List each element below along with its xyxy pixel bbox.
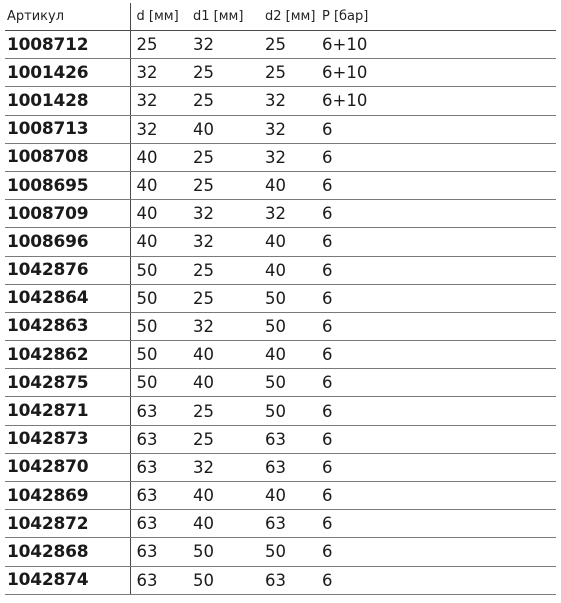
cell-d2: 50 xyxy=(265,369,322,397)
column-header-d2: d2 [мм] xyxy=(265,3,322,31)
cell-article: 1001426 xyxy=(5,59,130,87)
cell-pressure: 6 xyxy=(322,143,556,171)
cell-d: 40 xyxy=(130,228,193,256)
cell-pressure: 6 xyxy=(322,510,556,538)
table-row xyxy=(5,369,556,397)
table-row xyxy=(5,228,556,256)
cell-d1: 25 xyxy=(193,284,265,312)
table-row xyxy=(5,143,556,171)
column-header-pressure: P [бар] xyxy=(322,3,556,31)
cell-d2: 50 xyxy=(265,284,322,312)
cell-d: 63 xyxy=(130,510,193,538)
cell-article: 1008696 xyxy=(5,228,130,256)
cell-d2: 32 xyxy=(265,115,322,143)
cell-article: 1001428 xyxy=(5,87,130,115)
cell-d: 50 xyxy=(130,284,193,312)
cell-d: 63 xyxy=(130,397,193,425)
column-header-d: d [мм] xyxy=(130,3,193,31)
cell-pressure: 6 xyxy=(322,369,556,397)
product-spec-table xyxy=(5,3,556,595)
cell-d2: 40 xyxy=(265,341,322,369)
cell-article: 1008712 xyxy=(5,31,130,59)
cell-d: 63 xyxy=(130,538,193,566)
cell-pressure: 6 xyxy=(322,538,556,566)
cell-d: 63 xyxy=(130,453,193,481)
table-row xyxy=(5,31,556,59)
cell-article: 1042862 xyxy=(5,341,130,369)
cell-d2: 40 xyxy=(265,482,322,510)
cell-d2: 32 xyxy=(265,200,322,228)
cell-article: 1042875 xyxy=(5,369,130,397)
table-row xyxy=(5,341,556,369)
table-row xyxy=(5,425,556,453)
cell-d: 50 xyxy=(130,341,193,369)
table-row xyxy=(5,312,556,340)
cell-d2: 63 xyxy=(265,453,322,481)
cell-d: 32 xyxy=(130,115,193,143)
cell-article: 1008695 xyxy=(5,171,130,199)
cell-d1: 32 xyxy=(193,200,265,228)
cell-d2: 63 xyxy=(265,425,322,453)
cell-d1: 25 xyxy=(193,59,265,87)
cell-d2: 40 xyxy=(265,228,322,256)
header-row xyxy=(5,3,556,31)
cell-d1: 25 xyxy=(193,425,265,453)
cell-d1: 32 xyxy=(193,312,265,340)
cell-d1: 25 xyxy=(193,397,265,425)
cell-d1: 32 xyxy=(193,31,265,59)
cell-article: 1042876 xyxy=(5,256,130,284)
cell-pressure: 6 xyxy=(322,171,556,199)
cell-article: 1042870 xyxy=(5,453,130,481)
cell-article: 1042871 xyxy=(5,397,130,425)
cell-d: 25 xyxy=(130,31,193,59)
cell-pressure: 6 xyxy=(322,312,556,340)
cell-article: 1042864 xyxy=(5,284,130,312)
column-header-d1: d1 [мм] xyxy=(193,3,265,31)
cell-article: 1042874 xyxy=(5,566,130,594)
cell-pressure: 6 xyxy=(322,397,556,425)
cell-article: 1042872 xyxy=(5,510,130,538)
cell-pressure: 6 xyxy=(322,453,556,481)
cell-d: 63 xyxy=(130,425,193,453)
table-row xyxy=(5,453,556,481)
cell-d2: 32 xyxy=(265,87,322,115)
cell-d1: 32 xyxy=(193,228,265,256)
cell-d: 32 xyxy=(130,87,193,115)
table-row xyxy=(5,566,556,594)
cell-article: 1042863 xyxy=(5,312,130,340)
cell-d2: 25 xyxy=(265,59,322,87)
cell-d2: 63 xyxy=(265,566,322,594)
cell-article: 1042873 xyxy=(5,425,130,453)
cell-d: 50 xyxy=(130,312,193,340)
cell-pressure: 6 xyxy=(322,566,556,594)
cell-pressure: 6 xyxy=(322,425,556,453)
cell-d1: 50 xyxy=(193,566,265,594)
table-row xyxy=(5,510,556,538)
cell-pressure: 6+10 xyxy=(322,31,556,59)
cell-d2: 63 xyxy=(265,510,322,538)
cell-d: 50 xyxy=(130,256,193,284)
cell-d2: 40 xyxy=(265,171,322,199)
cell-d1: 25 xyxy=(193,171,265,199)
table-row xyxy=(5,397,556,425)
cell-d2: 50 xyxy=(265,397,322,425)
cell-d: 50 xyxy=(130,369,193,397)
table-row xyxy=(5,538,556,566)
cell-pressure: 6 xyxy=(322,284,556,312)
table-row xyxy=(5,256,556,284)
cell-pressure: 6 xyxy=(322,341,556,369)
cell-d: 32 xyxy=(130,59,193,87)
table-body xyxy=(5,31,556,595)
column-header-article: Артикул xyxy=(5,3,130,31)
cell-d1: 25 xyxy=(193,143,265,171)
cell-d2: 32 xyxy=(265,143,322,171)
cell-d1: 25 xyxy=(193,256,265,284)
cell-pressure: 6 xyxy=(322,482,556,510)
table-row xyxy=(5,59,556,87)
cell-pressure: 6+10 xyxy=(322,87,556,115)
cell-article: 1042869 xyxy=(5,482,130,510)
cell-d: 40 xyxy=(130,143,193,171)
table-row xyxy=(5,87,556,115)
cell-d1: 40 xyxy=(193,369,265,397)
table-row xyxy=(5,284,556,312)
table-row xyxy=(5,115,556,143)
cell-pressure: 6 xyxy=(322,256,556,284)
cell-pressure: 6+10 xyxy=(322,59,556,87)
cell-d: 40 xyxy=(130,171,193,199)
cell-d1: 25 xyxy=(193,87,265,115)
cell-article: 1008708 xyxy=(5,143,130,171)
table-row xyxy=(5,200,556,228)
cell-d1: 40 xyxy=(193,341,265,369)
table-row xyxy=(5,482,556,510)
cell-article: 1042868 xyxy=(5,538,130,566)
cell-d1: 40 xyxy=(193,115,265,143)
cell-pressure: 6 xyxy=(322,228,556,256)
cell-article: 1008709 xyxy=(5,200,130,228)
cell-d2: 40 xyxy=(265,256,322,284)
cell-d1: 32 xyxy=(193,453,265,481)
cell-d2: 50 xyxy=(265,312,322,340)
cell-d1: 40 xyxy=(193,482,265,510)
cell-d1: 40 xyxy=(193,510,265,538)
cell-d: 63 xyxy=(130,482,193,510)
cell-d: 40 xyxy=(130,200,193,228)
cell-article: 1008713 xyxy=(5,115,130,143)
cell-d2: 25 xyxy=(265,31,322,59)
cell-d2: 50 xyxy=(265,538,322,566)
cell-d: 63 xyxy=(130,566,193,594)
table-header xyxy=(5,3,556,31)
cell-pressure: 6 xyxy=(322,115,556,143)
table-row xyxy=(5,171,556,199)
cell-d1: 50 xyxy=(193,538,265,566)
cell-pressure: 6 xyxy=(322,200,556,228)
